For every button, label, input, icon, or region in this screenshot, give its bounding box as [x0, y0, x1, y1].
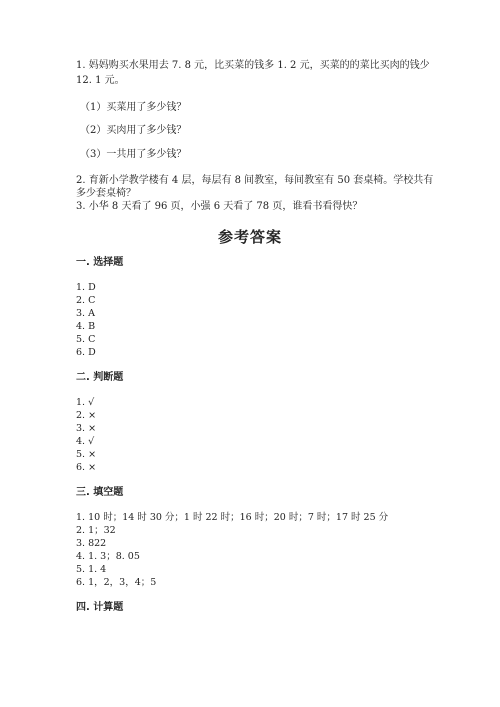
choice-answer: 2. C — [76, 295, 96, 306]
choice-answer: 5. C — [76, 334, 96, 345]
judge-answer: 5. × — [76, 449, 97, 460]
question-2-line-1: 2. 育新小学教学楼有 4 层，每层有 8 间教室，每间教室有 50 套桌椅。学校共有 — [76, 175, 434, 186]
judge-answer: 2. × — [76, 410, 97, 421]
fill-answer: 3. 822 — [76, 538, 107, 549]
question-1-sub-2: （2）买肉用了多少钱？ — [80, 125, 187, 136]
question-1-sub-3: （3）一共用了多少钱？ — [80, 149, 187, 160]
choice-answer: 6. D — [76, 347, 96, 358]
section-heading-choice: 一. 选择题 — [76, 257, 124, 268]
question-1-sub-1: （1）买菜用了多少钱？ — [80, 102, 187, 113]
question-1-line-2: 12. 1 元。 — [76, 75, 125, 86]
section-heading-fill: 三. 填空题 — [76, 487, 124, 498]
choice-answer: 4. B — [76, 321, 96, 332]
judge-answer: 3. × — [76, 423, 97, 434]
question-1-line-1: 1. 妈妈购买水果用去 7. 8 元，比买菜的钱多 1. 2 元，买菜的的菜比买肉的钱少 — [76, 60, 430, 71]
question-2-line-2: 多少套桌椅？ — [76, 188, 136, 199]
answers-title: 参考答案 — [217, 228, 282, 246]
judge-answer: 6. × — [76, 462, 97, 473]
fill-answer: 4. 1. 3；8. 05 — [76, 551, 140, 562]
fill-answer: 6. 1，2，3，4；5 — [76, 577, 157, 588]
choice-answer: 3. A — [76, 308, 95, 319]
question-3: 3. 小华 8 天看了 96 页，小强 6 天看了 78 页，谁看书看得快？ — [76, 201, 363, 212]
judge-answer: 1. √ — [76, 397, 95, 408]
fill-answer: 1. 10 时；14 时 30 分；1 时 22 时；16 时；20 时；7 时；17 时 25 分 — [76, 512, 389, 523]
section-heading-judge: 二. 判断题 — [76, 372, 124, 383]
judge-answer: 4. √ — [76, 436, 95, 447]
fill-answer: 5. 1. 4 — [76, 564, 107, 575]
choice-answer: 1. D — [76, 282, 96, 293]
section-heading-calc: 四. 计算题 — [76, 602, 124, 613]
fill-answer: 2. 1；32 — [76, 525, 116, 536]
